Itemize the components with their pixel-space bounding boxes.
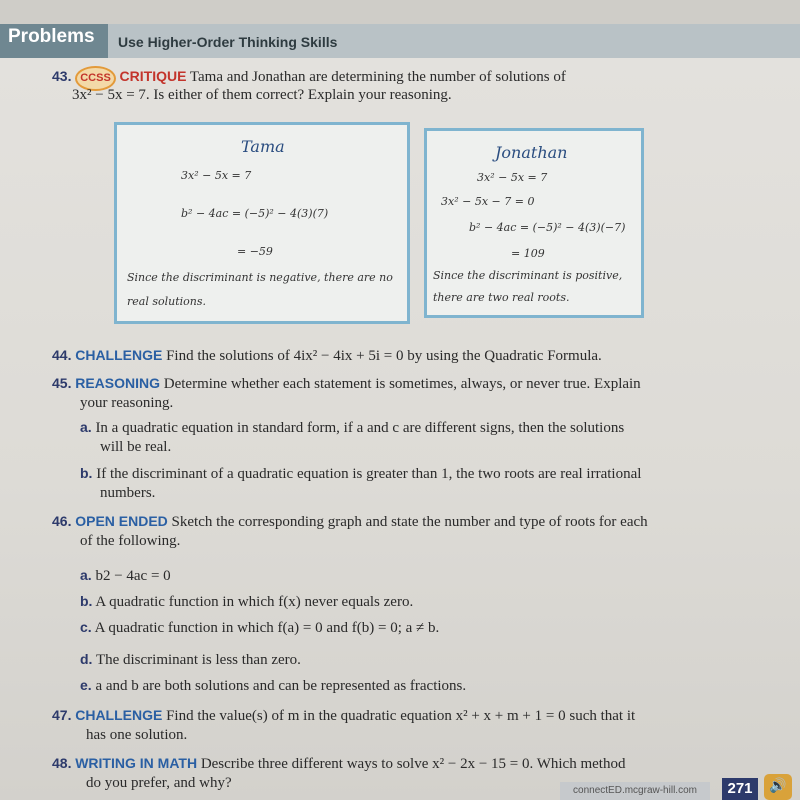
sub-text: b2 − 4ac = 0 [95,568,171,584]
problem-46b [80,592,413,612]
tama-line: Since the discriminant is negative, there are no [127,271,393,284]
speaker-icon[interactable]: 🔊 [764,774,792,800]
jonathan-name: Jonathan [495,143,568,162]
jonathan-line: Since the discriminant is positive, [433,269,623,282]
sub-letter: a. [80,419,92,435]
jonathan-line: = 109 [511,247,545,260]
problem-46c [80,618,439,638]
sub-text: A quadratic function in which f(x) never equals zero. [95,594,414,610]
problem-label: CRITIQUE [119,68,187,84]
jonathan-line: 3x² − 5x − 7 = 0 [441,195,535,208]
tama-line: real solutions. [127,295,206,308]
sub-text: The discriminant is less than zero. [95,652,301,668]
sub-letter: c. [80,619,92,635]
ccss-badge: CCSS [75,66,116,91]
problem-45-line2: your reasoning. [80,395,174,411]
problem-48 [52,754,625,774]
jonathan-line: 3x² − 5x = 7 [477,171,548,184]
jonathan-line: there are two real roots. [433,291,570,304]
sub-text: a and b are both solutions and can be represented as fractions. [95,678,467,694]
problem-number: 43. [52,68,72,84]
problem-number: 46. [52,513,72,529]
problem-46 [52,512,648,532]
problem-45b [80,464,641,484]
problem-number: 48. [52,755,72,771]
top-strip [0,0,800,24]
section-subtitle: Use Higher-Order Thinking Skills [118,34,338,50]
problem-text: Find the value(s) of m in the quadratic equation x² + x + m + 1 = 0 such that it [166,708,636,724]
tama-line: = −59 [237,245,273,258]
problem-text: Find the solutions of 4ix² − 4ix + 5i = 0 by using the Quadratic Formula. [166,348,602,364]
problem-label: REASONING [75,375,161,391]
problem-45 [52,374,641,394]
problem-text: Sketch the corresponding graph and state the number and type of roots for each [171,514,648,530]
problem-46a [80,566,171,586]
problem-48-line2: do you prefer, and why? [86,775,232,791]
problem-45a-line2: will be real. [100,439,172,455]
problem-text: Determine whether each statement is sometimes, always, or never true. Explain [163,376,641,392]
problem-47 [52,706,635,726]
problem-47-line2: has one solution. [86,727,188,743]
jonathan-line: b² − 4ac = (−5)² − 4(3)(−7) [469,221,626,234]
sub-letter: b. [80,465,93,481]
tama-box [114,122,410,324]
problem-label: CHALLENGE [75,707,163,723]
problem-45b-line2: numbers. [100,485,156,501]
sub-letter: e. [80,677,92,693]
problem-46e [80,676,466,696]
problem-number: 44. [52,347,72,363]
problem-label: OPEN ENDED [75,513,168,529]
tama-line: 3x² − 5x = 7 [181,169,252,182]
section-title: Problems [8,26,95,47]
page-number: 271 [722,778,758,800]
problem-44 [52,346,602,366]
problem-text: Describe three different ways to solve x² − 2x − 15 = 0. Which method [200,756,626,772]
sub-text: In a quadratic equation in standard form, if a and c are different signs, then the solutions [95,420,625,436]
jonathan-box [424,128,644,318]
connect-link[interactable]: connectED.mcgraw-hill.com [560,782,710,800]
tama-name: Tama [241,137,285,156]
tama-line: b² − 4ac = (−5)² − 4(3)(7) [181,207,329,220]
problem-46-line2: of the following. [80,533,181,549]
problem-43-line2: 3x² − 5x = 7. Is either of them correct? Explain your reasoning. [72,87,452,103]
sub-text: A quadratic function in which f(a) = 0 and f(b) = 0; a ≠ b. [94,620,440,636]
sub-letter: a. [80,567,92,583]
problem-number: 47. [52,707,72,723]
problem-label: CHALLENGE [75,347,163,363]
problem-number: 45. [52,375,72,391]
sub-letter: d. [80,651,93,667]
problem-text: Tama and Jonathan are determining the number of solutions of [189,69,566,85]
sub-text: If the discriminant of a quadratic equation is greater than 1, the two roots are real irrational [96,466,642,482]
problem-45a [80,418,624,438]
sub-letter: b. [80,593,93,609]
problem-46d [80,650,301,670]
problem-label: WRITING IN MATH [75,755,198,771]
